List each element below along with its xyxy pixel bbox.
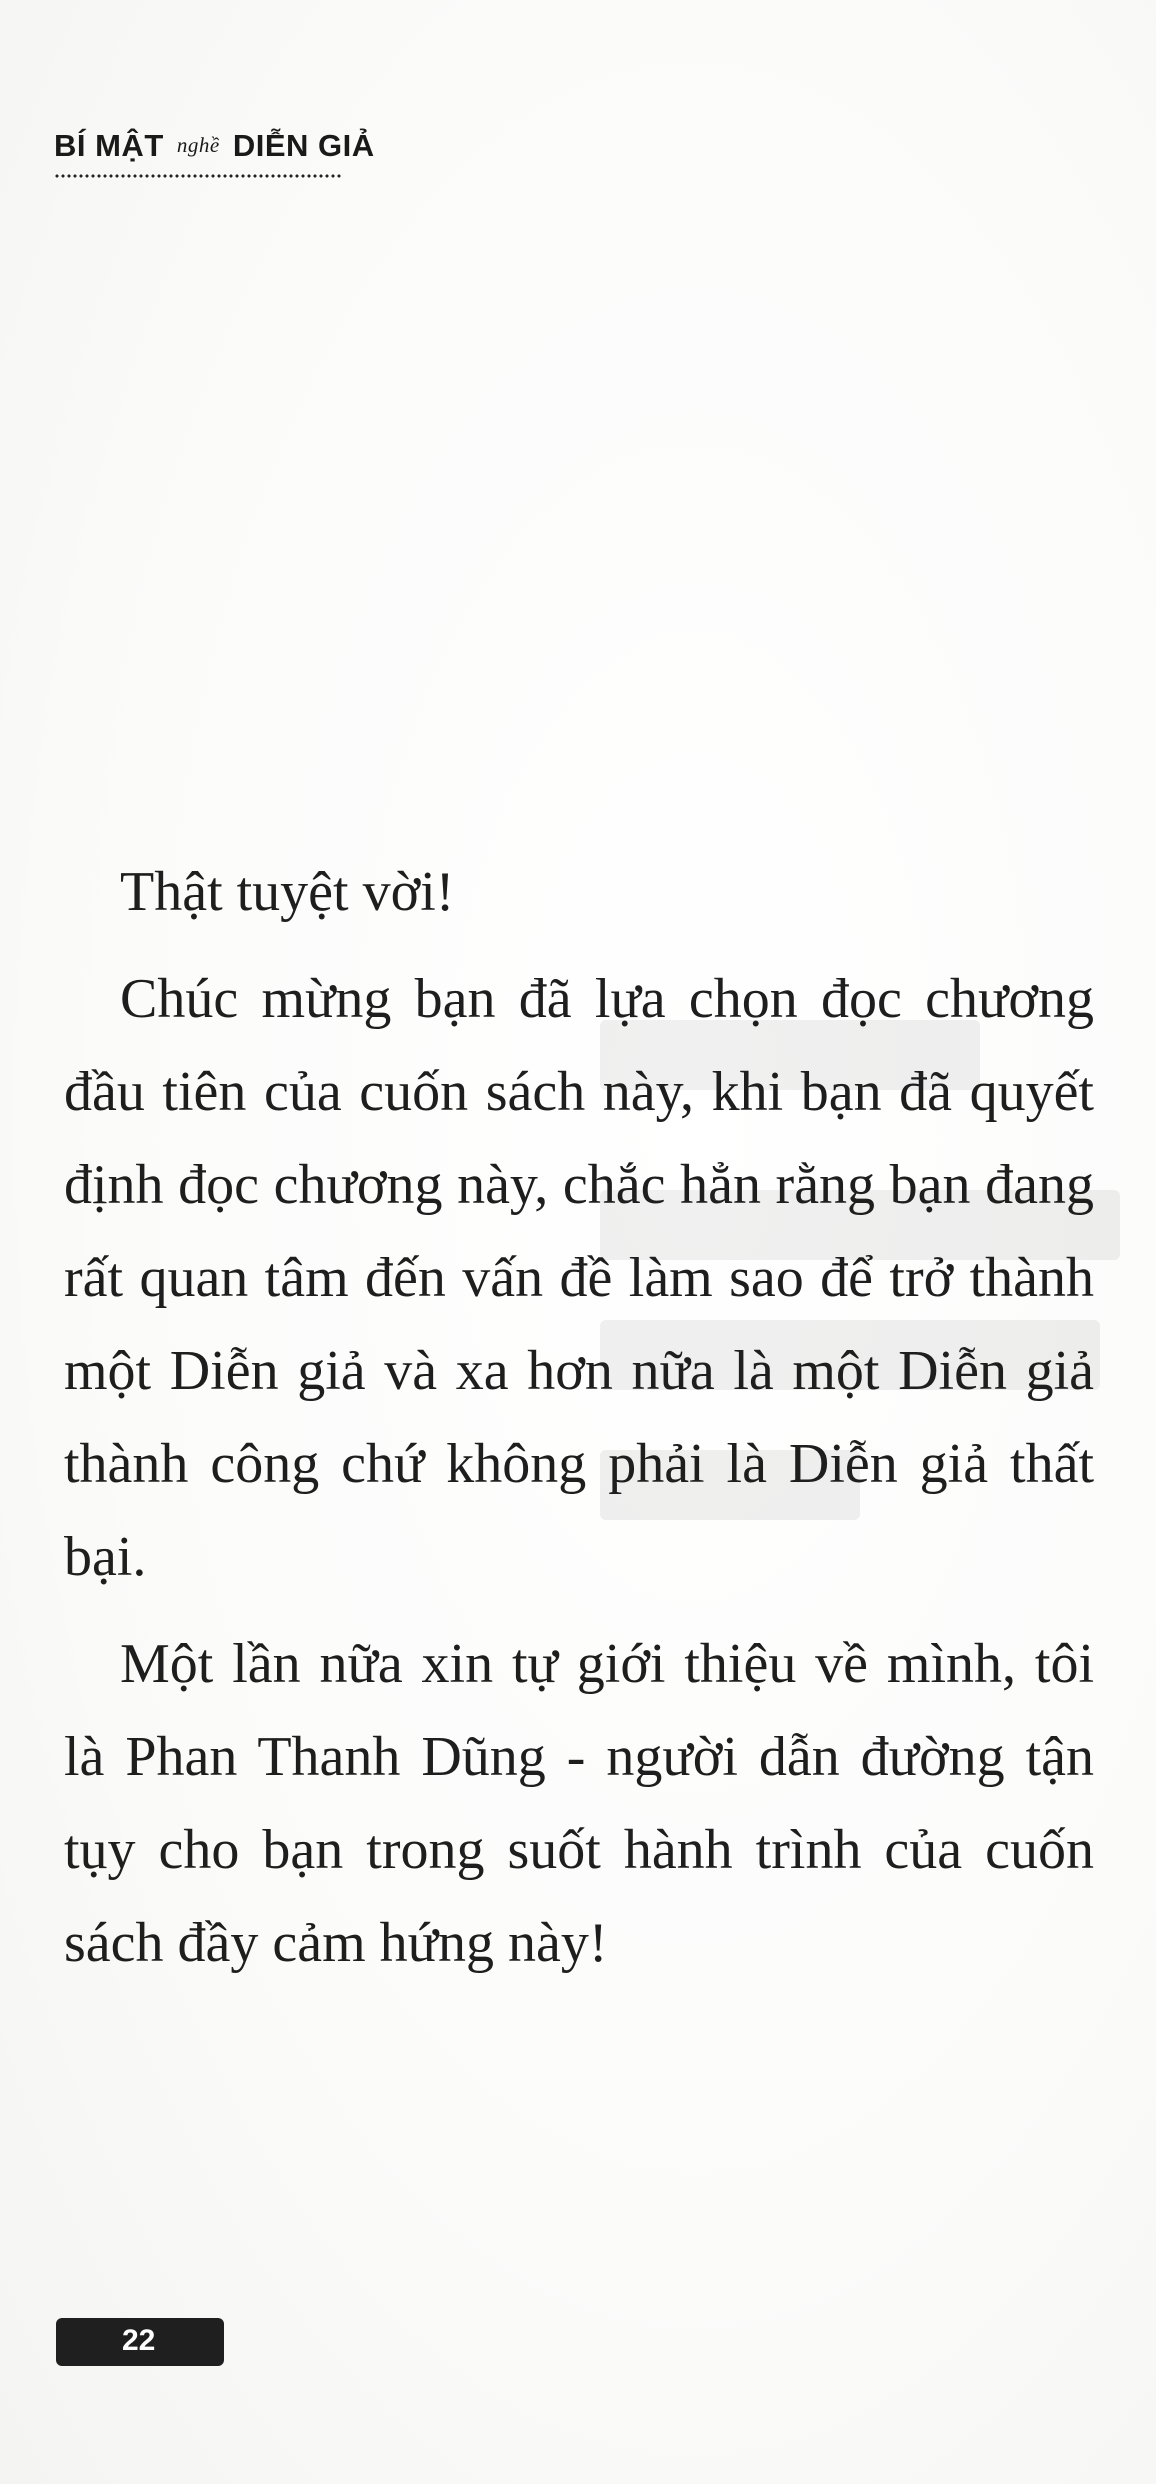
paragraph-2: Chúc mừng bạn đã lựa chọn đọc chương đầu tiên của cuốn sách này, khi bạn đã quyết định đọc chương này, chắc hẳn rằng bạn đang rất quan tâm đến vấn đề làm sao để trở thành một Diễn giả và xa hơn nữa là một Diễn giả thành công chứ không phải là Diễn giả thất bại.: [64, 968, 1094, 1588]
paragraph-1: Thật tuyệt vời!: [120, 861, 455, 923]
header-dotted-rule: [54, 174, 341, 178]
page-number: 22: [122, 2324, 156, 2357]
page-number-badge: [56, 2318, 224, 2366]
header-title-part-2: nghề: [176, 133, 220, 157]
running-header: [54, 128, 375, 164]
header-title-part-1: BÍ MẬT: [54, 128, 164, 163]
body-text: [64, 846, 1094, 2004]
header-title-part-3: DIỄN GIẢ: [232, 128, 375, 163]
paragraph-3: Một lần nữa xin tự giới thiệu về mình, tôi là Phan Thanh Dũng - người dẫn đường tận tụy cho bạn trong suốt hành trình của cuốn sách đầy cảm hứng này!: [64, 1633, 1094, 1974]
